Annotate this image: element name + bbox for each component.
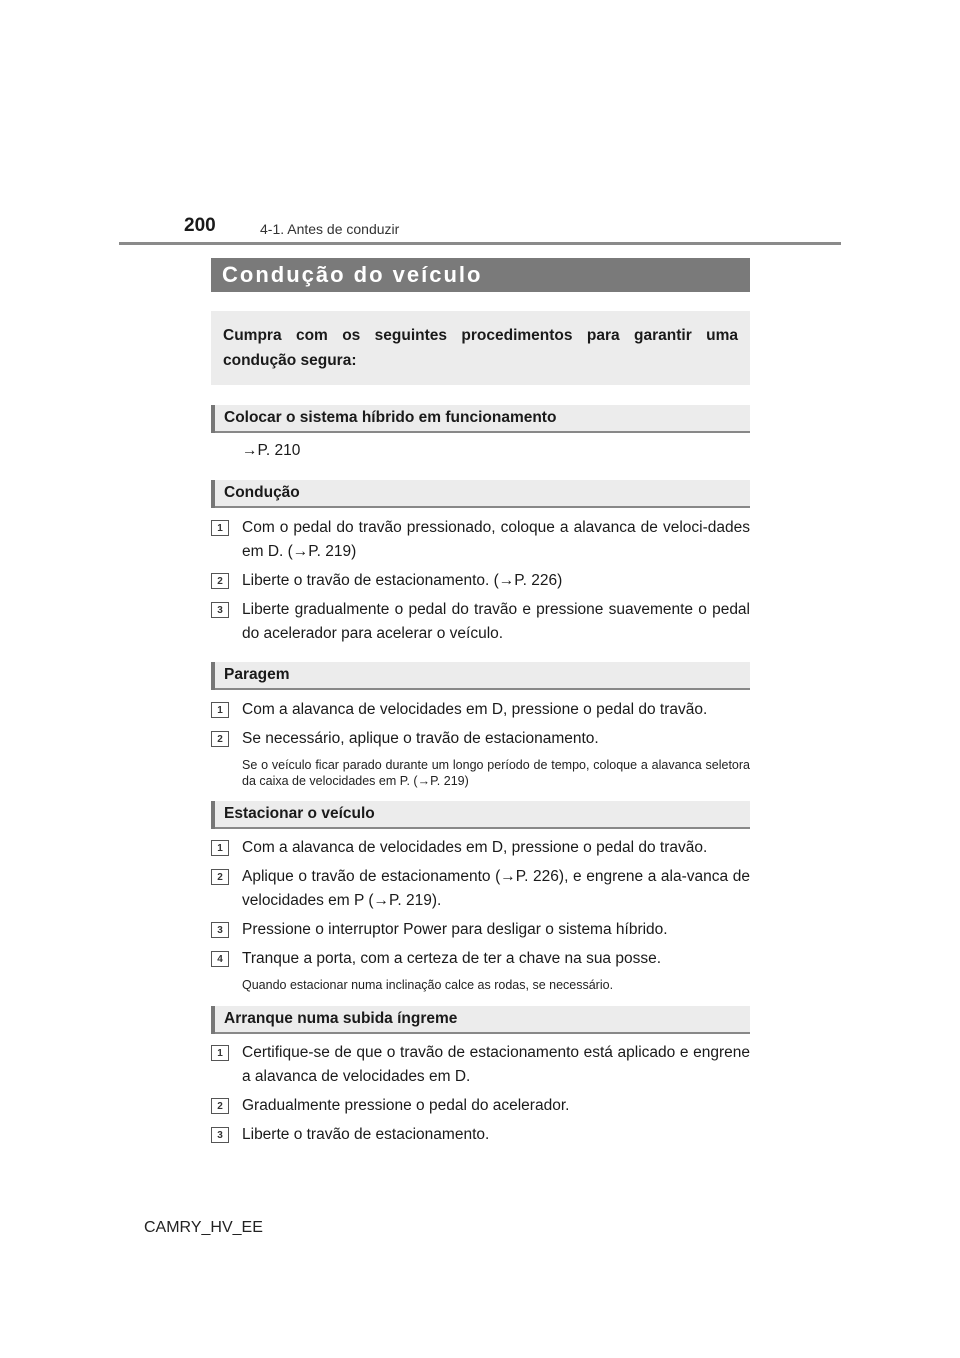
page-title: Condução do veículo bbox=[211, 258, 750, 292]
step-number-1: 1 bbox=[211, 520, 229, 536]
step-text: Com a alavanca de velocidades em D, pressione o pedal do travão. bbox=[242, 701, 708, 718]
step-item bbox=[211, 1094, 750, 1118]
step-number-2: 2 bbox=[211, 731, 229, 747]
page-reference: →P. 210 bbox=[242, 442, 301, 459]
step-item bbox=[211, 918, 750, 942]
step-item bbox=[211, 698, 750, 722]
section-heading-stopping: Paragem bbox=[211, 662, 750, 690]
step-text: Liberte o travão de estacionamento. (→P. 226) bbox=[242, 572, 563, 589]
step-item bbox=[211, 516, 750, 564]
step-number-2: 2 bbox=[211, 869, 229, 885]
step-text: Pressione o interruptor Power para desligar o sistema híbrido. bbox=[242, 921, 668, 938]
page-number: 200 bbox=[184, 215, 216, 236]
page-content bbox=[211, 258, 750, 1147]
step-text: Aplique o travão de estacionamento (→P. 226), e engrene a ala-vanca de velocidades em P (→P. 219). bbox=[242, 868, 750, 909]
section-heading-start: Colocar o sistema híbrido em funcionamento bbox=[211, 405, 750, 433]
step-item bbox=[211, 1123, 750, 1147]
section-heading-driving: Condução bbox=[211, 480, 750, 508]
section-heading-parking: Estacionar o veículo bbox=[211, 801, 750, 829]
document-code: CAMRY_HV_EE bbox=[144, 1219, 263, 1236]
step-number-2: 2 bbox=[211, 573, 229, 589]
step-number-1: 1 bbox=[211, 1045, 229, 1061]
step-text: Certifique-se de que o travão de estacionamento está aplicado e engrene a alavanca de velocidades em D. bbox=[242, 1044, 750, 1085]
step-item bbox=[211, 865, 750, 913]
step-number-3: 3 bbox=[211, 922, 229, 938]
step-item bbox=[211, 836, 750, 860]
step-number-3: 3 bbox=[211, 1127, 229, 1143]
intro-box: Cumpra com os seguintes procedimentos para garantir uma condução segura: bbox=[211, 311, 750, 385]
step-item bbox=[211, 598, 750, 646]
step-item bbox=[211, 727, 750, 751]
step-number-3: 3 bbox=[211, 602, 229, 618]
step-text: Liberte gradualmente o pedal do travão e pressione suavemente o pedal do acelerador para acelerar o veículo. bbox=[242, 601, 750, 642]
note-text: Se o veículo ficar parado durante um longo período de tempo, coloque a alavanca seletora da caixa de velocidades em P. (→P. 219) bbox=[242, 758, 750, 788]
step-item bbox=[211, 1041, 750, 1089]
section-path: 4-1. Antes de conduzir bbox=[260, 221, 400, 237]
section-heading-hill-start: Arranque numa subida íngreme bbox=[211, 1006, 750, 1034]
step-text: Com o pedal do travão pressionado, coloque a alavanca de veloci-dades em D. (→P. 219) bbox=[242, 519, 750, 560]
step-item bbox=[211, 569, 750, 593]
step-text: Tranque a porta, com a certeza de ter a chave na sua posse. bbox=[242, 950, 662, 967]
note-text: Quando estacionar numa inclinação calce as rodas, se necessário. bbox=[242, 978, 614, 992]
step-text: Liberte o travão de estacionamento. bbox=[242, 1126, 490, 1143]
step-number-2: 2 bbox=[211, 1098, 229, 1114]
step-number-1: 1 bbox=[211, 840, 229, 856]
step-number-4: 4 bbox=[211, 951, 229, 967]
step-item bbox=[211, 947, 750, 971]
header-rule bbox=[119, 242, 841, 245]
step-text: Se necessário, aplique o travão de estacionamento. bbox=[242, 730, 599, 747]
step-text: Com a alavanca de velocidades em D, pressione o pedal do travão. bbox=[242, 839, 708, 856]
step-number-1: 1 bbox=[211, 702, 229, 718]
step-text: Gradualmente pressione o pedal do acelerador. bbox=[242, 1097, 570, 1114]
